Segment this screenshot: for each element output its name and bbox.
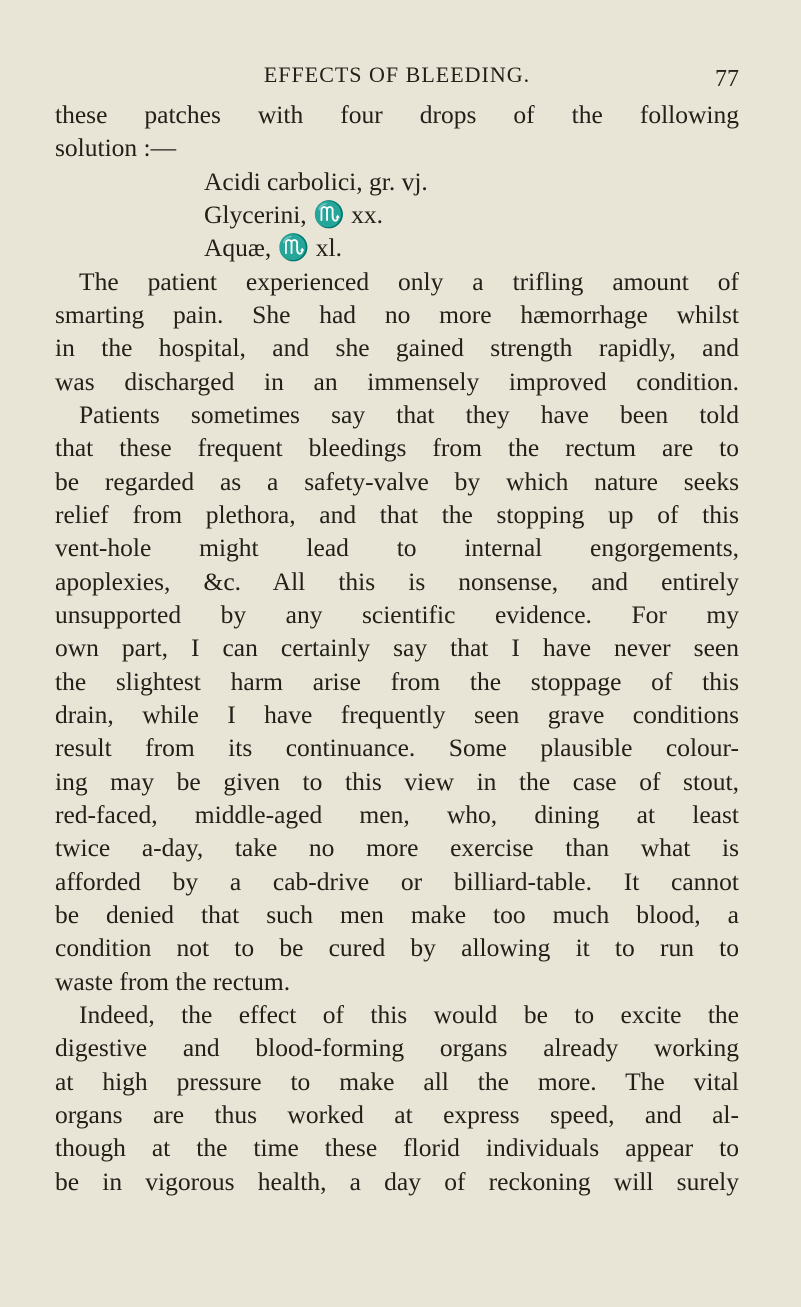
- text-line: vent-hole might lead to internal engorgements,: [55, 533, 739, 563]
- text-line: twice a-day, take no more exercise than what is: [55, 833, 739, 863]
- text-line: ing may be given to this view in the case of stout,: [55, 766, 739, 796]
- text-line: red-faced, middle-aged men, who, dining at least: [55, 799, 739, 829]
- text-line: these patches with four drops of the following: [55, 100, 739, 129]
- formula-line: Aquæ, ♏ xl.: [204, 233, 343, 263]
- text-line: be denied that such men make too much blood, a: [55, 899, 739, 929]
- text-line: at high pressure to make all the more. The vital: [55, 1066, 739, 1096]
- text-line: waste from the rectum.: [55, 966, 291, 996]
- running-head: [55, 62, 739, 92]
- text-line: was discharged in an immensely improved condition.: [55, 366, 739, 396]
- text-line: in the hospital, and she gained strength rapidly, and: [55, 333, 739, 363]
- text-line: be regarded as a safety-valve by which nature seeks: [55, 466, 739, 496]
- text-line: condition not to be cured by allowing it to run to: [55, 933, 739, 963]
- text-line: that these frequent bleedings from the rectum are to: [55, 433, 739, 463]
- text-line: own part, I can certainly say that I have never seen: [55, 633, 739, 663]
- text-line: digestive and blood-forming organs already working: [55, 1033, 739, 1063]
- text-line: organs are thus worked at express speed, and al-: [55, 1099, 739, 1129]
- formula-line: Glycerini, ♏ xx.: [204, 199, 384, 229]
- text-line: though at the time these florid individuals appear to: [55, 1133, 739, 1163]
- text-line: be in vigorous health, a day of reckoning will surely: [55, 1166, 739, 1196]
- text-line: drain, while I have frequently seen grave conditions: [55, 699, 739, 729]
- formula-line: Acidi carbolici, gr. vj.: [204, 166, 428, 196]
- text-line: result from its continuance. Some plausible colour-: [55, 733, 739, 763]
- text-line: smarting pain. She had no more hæmorrhage whilst: [55, 299, 739, 329]
- page-number: 77: [715, 66, 739, 92]
- text-line: unsupported by any scientific evidence. For my: [55, 599, 739, 629]
- page-title: EFFECTS OF BLEEDING.: [263, 62, 531, 87]
- text-line: solution :—: [55, 133, 177, 163]
- text-line: the slightest harm arise from the stoppage of this: [55, 666, 739, 696]
- text-line: afforded by a cab-drive or billiard-table. It cannot: [55, 866, 739, 896]
- text-line: relief from plethora, and that the stopping up of this: [55, 499, 739, 529]
- text-line: Indeed, the effect of this would be to excite the: [79, 999, 739, 1029]
- text-line: Patients sometimes say that they have been told: [79, 399, 739, 429]
- body-text: [55, 98, 739, 1198]
- text-line: apoplexies, &c. All this is nonsense, and entirely: [55, 566, 739, 596]
- text-line: The patient experienced only a trifling amount of: [79, 266, 739, 296]
